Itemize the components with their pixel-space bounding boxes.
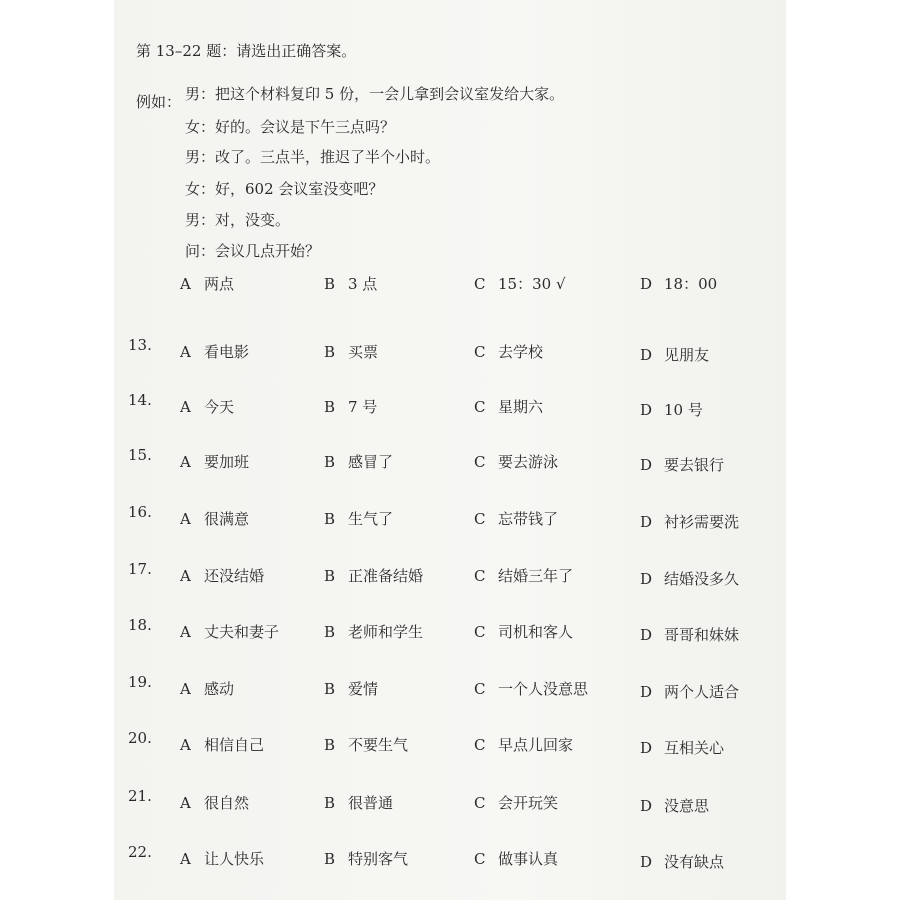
option: [640, 624, 739, 645]
option-letter: D: [640, 797, 653, 815]
option-letter: C: [474, 398, 486, 416]
dialogue-text: 把这个材料复印 5 份，一会儿拿到会议室发给大家。: [215, 85, 565, 103]
option-text: 让人快乐: [204, 850, 265, 868]
option-text: 很普通: [348, 794, 394, 812]
option-letter: D: [640, 401, 653, 419]
option-letter: B: [324, 736, 336, 754]
option-correct: C 15：30 √: [474, 275, 566, 293]
option-letter: C: [474, 794, 486, 812]
option-text: 相信自己: [204, 736, 265, 754]
option: [474, 734, 573, 755]
option: [324, 341, 378, 362]
option: [324, 734, 408, 755]
option: [180, 792, 249, 813]
option-letter: D: [640, 853, 653, 871]
dialogue-line: [185, 240, 320, 261]
option-text: 见朋友: [664, 346, 710, 364]
option: [640, 399, 703, 420]
option-letter: B: [324, 343, 336, 361]
option-text: 司机和客人: [498, 623, 574, 641]
option: [474, 848, 558, 869]
dialogue-text: 好，602 会议室没变吧？: [215, 180, 384, 198]
option: [180, 734, 264, 755]
option: [180, 396, 234, 417]
option-letter: B: [324, 850, 336, 868]
option-text: 忘带钱了: [498, 510, 559, 528]
option-text: 两个人适合: [664, 683, 740, 701]
option-text: 一个人没意思: [498, 680, 589, 698]
option-letter: A: [180, 510, 191, 528]
option-text: 感动: [204, 680, 235, 698]
option-text: 结婚三年了: [498, 567, 574, 585]
option: [474, 508, 558, 529]
option-letter: D: [640, 626, 653, 644]
option-letter: C: [474, 453, 486, 471]
dialogue-text: 改了。三点半，推迟了半个小时。: [215, 148, 441, 166]
option-text: 特别客气: [348, 850, 409, 868]
option-letter: C: [474, 850, 486, 868]
option-letter: B: [324, 680, 336, 698]
option-text: 做事认真: [498, 850, 559, 868]
option-text: 结婚没多久: [664, 570, 740, 588]
option: [180, 565, 264, 586]
option: [324, 396, 377, 417]
option: [324, 678, 378, 699]
option: [324, 621, 423, 642]
option-text: 看电影: [204, 343, 250, 361]
option: [474, 396, 543, 417]
option: [324, 792, 393, 813]
option-text: 去学校: [498, 343, 544, 361]
option-text: 爱情: [348, 680, 379, 698]
option: [324, 848, 408, 869]
option-text: 哥哥和妹妹: [664, 626, 740, 644]
option-letter: C: [474, 343, 486, 361]
option-letter: A: [180, 850, 191, 868]
option-letter: A: [180, 623, 191, 641]
option-text: 要去银行: [664, 456, 725, 474]
option: [474, 451, 558, 472]
dialogue-line: [185, 116, 395, 137]
option-letter: D: [640, 513, 653, 531]
option-letter: A: [180, 398, 191, 416]
dialogue-text: 好的。会议是下午三点吗？: [215, 118, 396, 136]
option-letter: D: [640, 570, 653, 588]
option: [180, 508, 249, 529]
option: [324, 565, 423, 586]
option-text: 会开玩笑: [498, 794, 559, 812]
speaker: 男：: [185, 85, 216, 103]
option: [640, 454, 724, 475]
option-text: 没意思: [664, 797, 710, 815]
option: [640, 851, 724, 872]
option-text: 衬衫需要洗: [664, 513, 740, 531]
dialogue-text: 对，没变。: [215, 211, 291, 229]
option: [180, 451, 249, 472]
dialogue-line: [185, 178, 383, 199]
question-number: 17.: [128, 560, 152, 578]
option: A 两点: [180, 275, 235, 293]
option: [640, 795, 709, 816]
option: [640, 681, 739, 702]
option-text: 不要生气: [348, 736, 409, 754]
option-letter: C: [474, 680, 486, 698]
option-text: 丈夫和妻子: [204, 623, 280, 641]
instruction-heading: 第 13–22 题：请选出正确答案。: [136, 42, 357, 60]
dialogue-line: [185, 209, 290, 230]
speaker: 女：: [185, 180, 216, 198]
option: [640, 568, 739, 589]
option: [474, 341, 543, 362]
option-text: 今天: [204, 398, 235, 416]
speaker: 男：: [185, 211, 216, 229]
option-letter: A: [180, 343, 191, 361]
option-letter: D: [640, 346, 653, 364]
option-text: 要去游泳: [498, 453, 559, 471]
option-letter: A: [180, 680, 191, 698]
speaker: 女：: [185, 118, 216, 136]
option-letter: A: [180, 567, 191, 585]
option: [640, 344, 709, 365]
option: [180, 678, 234, 699]
example-label: 例如：: [136, 93, 182, 111]
option: B 3 点: [324, 275, 378, 293]
option-letter: D: [640, 739, 653, 757]
option-text: 买票: [348, 343, 379, 361]
option-text: 7 号: [348, 398, 378, 416]
option: [474, 678, 588, 699]
option-letter: C: [474, 510, 486, 528]
option-letter: C: [474, 736, 486, 754]
option: D 18：00: [640, 275, 718, 293]
option: [324, 508, 393, 529]
question-number: 19.: [128, 673, 152, 691]
dialogue-line: [185, 83, 564, 104]
option-text: 生气了: [348, 510, 394, 528]
option-letter: C: [474, 567, 486, 585]
option-text: 很自然: [204, 794, 250, 812]
question-number: 18.: [128, 616, 152, 634]
dialogue-line: [185, 146, 440, 167]
option-letter: C: [474, 623, 486, 641]
option-text: 很满意: [204, 510, 250, 528]
question-number: 16.: [128, 503, 152, 521]
option: [640, 511, 739, 532]
dialogue-text: 会议几点开始？: [215, 242, 321, 260]
option-letter: B: [324, 453, 336, 471]
option-letter: B: [324, 510, 336, 528]
option-text: 还没结婚: [204, 567, 265, 585]
option-text: 要加班: [204, 453, 250, 471]
option-letter: B: [324, 794, 336, 812]
option: [474, 565, 573, 586]
speaker: 问：: [185, 242, 216, 260]
speaker: 男：: [185, 148, 216, 166]
option-letter: A: [180, 453, 191, 471]
option: [474, 792, 558, 813]
question-number: 15.: [128, 446, 152, 464]
option-letter: B: [324, 567, 336, 585]
option-text: 正准备结婚: [348, 567, 424, 585]
option: [180, 341, 249, 362]
option-text: 10 号: [664, 401, 703, 419]
question-number: 22.: [128, 843, 152, 861]
option-letter: A: [180, 736, 191, 754]
option-letter: B: [324, 623, 336, 641]
option-letter: D: [640, 683, 653, 701]
option: [324, 451, 393, 472]
option-text: 互相关心: [664, 739, 725, 757]
option: [474, 621, 573, 642]
question-number: 21.: [128, 787, 152, 805]
option-letter: B: [324, 398, 336, 416]
option: [180, 848, 264, 869]
option-letter: A: [180, 794, 191, 812]
option-text: 早点儿回家: [498, 736, 574, 754]
option: [640, 737, 724, 758]
option-text: 星期六: [498, 398, 544, 416]
option-text: 没有缺点: [664, 853, 725, 871]
option-text: 老师和学生: [348, 623, 424, 641]
exam-page: [114, 0, 786, 900]
option-letter: D: [640, 456, 653, 474]
option: [180, 621, 279, 642]
option-text: 感冒了: [348, 453, 394, 471]
question-number: 13.: [128, 336, 152, 354]
question-number: 20.: [128, 729, 152, 747]
question-number: 14.: [128, 391, 152, 409]
